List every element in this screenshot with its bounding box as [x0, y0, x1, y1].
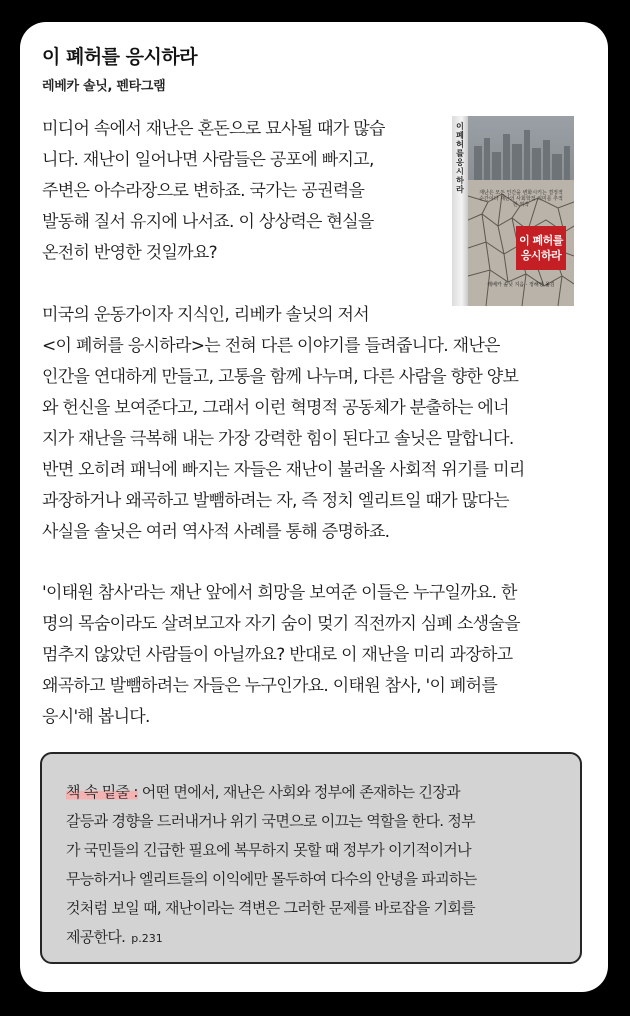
- quote-line: 무능하거나 엘리트들의 이익에만 몰두하여 다수의 안녕을 파괴하는: [66, 870, 477, 888]
- book-cover-image: [452, 116, 574, 306]
- book-front-cover: [468, 116, 574, 306]
- book-summary-paragraph: [42, 300, 525, 548]
- book-cover-author: 레베카 솔닛 지음 · 정해영 옮김: [487, 282, 555, 288]
- paragraph-line: 니다. 재난이 일어나면 사람들은 공포에 빠지고,: [42, 150, 374, 170]
- paragraph-line: 사실을 솔닛은 여러 역사적 사례를 통해 증명하죠.: [42, 522, 390, 542]
- book-quote-box: [40, 752, 582, 964]
- paragraph-line: <이 폐허를 응시하라>는 전혀 다른 이야기를 들려줍니다. 재난은: [42, 336, 500, 356]
- intro-paragraph: [42, 114, 385, 269]
- quote-line: [66, 923, 477, 953]
- book-tagline: 재난은 모든 인간을 변화시키는 결정적 순간이다 재난의 사회학적 의미를 추적한 역작: [479, 190, 563, 208]
- itaewon-paragraph: [42, 578, 520, 733]
- author-publisher: 레베카 솔닛, 펜타그램: [42, 79, 166, 94]
- paragraph-line: 인간을 연대하게 만들고, 고통을 함께 나누며, 다른 사람을 향한 양보: [42, 367, 519, 387]
- paragraph-line: 응시'해 봅니다.: [42, 707, 150, 727]
- book-title-label: [516, 226, 566, 270]
- paragraph-line: 주변은 아수라장으로 변하죠. 국가는 공권력을: [42, 181, 365, 201]
- quote-line: 것처럼 보일 때, 재난이라는 격변은 그러한 문제를 바로잡을 기회를: [66, 899, 475, 917]
- book-cover-title: [518, 233, 564, 263]
- page-title: 이 폐허를 응시하라: [42, 46, 198, 68]
- paragraph-line: 반면 오히려 패닉에 빠지는 자들은 재난이 불러올 사회적 위기를 미리: [42, 460, 525, 480]
- paragraph-line: 과장하거나 왜곡하고 발뺌하려는 자, 즉 정치 엘리트일 때가 많다는: [42, 491, 509, 511]
- quote-line: 가 국민들의 긴급한 필요에 복무하지 못할 때 정부가 이기적이거나: [66, 841, 471, 859]
- paragraph-line: 왜곡하고 발뺌하려는 자들은 누구인가요. 이태원 참사, '이 폐허를: [42, 676, 498, 696]
- book-cover-title-line-1: 이 폐허를: [519, 234, 563, 247]
- paragraph-line: 온전히 반영한 것일까요?: [42, 243, 217, 263]
- paragraph-line: 멈추지 않았던 사람들이 아닐까요? 반대로 이 재난을 미리 과장하고: [42, 645, 513, 665]
- paragraph-line: 명의 목숨이라도 살려보고자 자기 숨이 멎기 직전까지 심폐 소생술을: [42, 614, 520, 634]
- quote-label: 책 속 밑줄 :: [66, 783, 138, 801]
- paragraph-line: 와 헌신을 보여준다고, 그래서 이런 혁명적 공동체가 분출하는 에너: [42, 398, 509, 418]
- quote-line: 갈등과 경향을 드러내거나 위기 국면으로 이끄는 역할을 한다. 정부: [66, 812, 475, 830]
- paragraph-line: 지가 재난을 극복해 내는 가장 강력한 힘이 된다고 솔닛은 말합니다.: [42, 429, 514, 449]
- post-card: [20, 22, 608, 992]
- paragraph-line: 미국의 운동가이자 지식인, 리베카 솔닛의 저서: [42, 305, 369, 325]
- paragraph-line: '이태원 참사'라는 재난 앞에서 희망을 보여준 이들은 누구일까요. 한: [42, 583, 517, 603]
- paragraph-line: 미디어 속에서 재난은 혼돈으로 묘사될 때가 많습: [42, 119, 385, 139]
- paragraph-line: 발동해 질서 유지에 나서죠. 이 상상력은 현실을: [42, 212, 374, 232]
- book-quote: [66, 778, 477, 953]
- quote-line-text: 제공한다.: [66, 928, 126, 946]
- cracked-earth-cityscape-illustration: [468, 116, 574, 306]
- quote-line: [66, 778, 477, 807]
- book-spine-title: 이 폐허를 응시하라: [456, 122, 464, 194]
- book-spine: [452, 116, 468, 306]
- page-reference: p.231: [131, 932, 163, 945]
- book-cover-title-line-2: 응시하라: [520, 249, 562, 262]
- quote-line-text: 어떤 면에서, 재난은 사회와 정부에 존재하는 긴장과: [137, 783, 460, 801]
